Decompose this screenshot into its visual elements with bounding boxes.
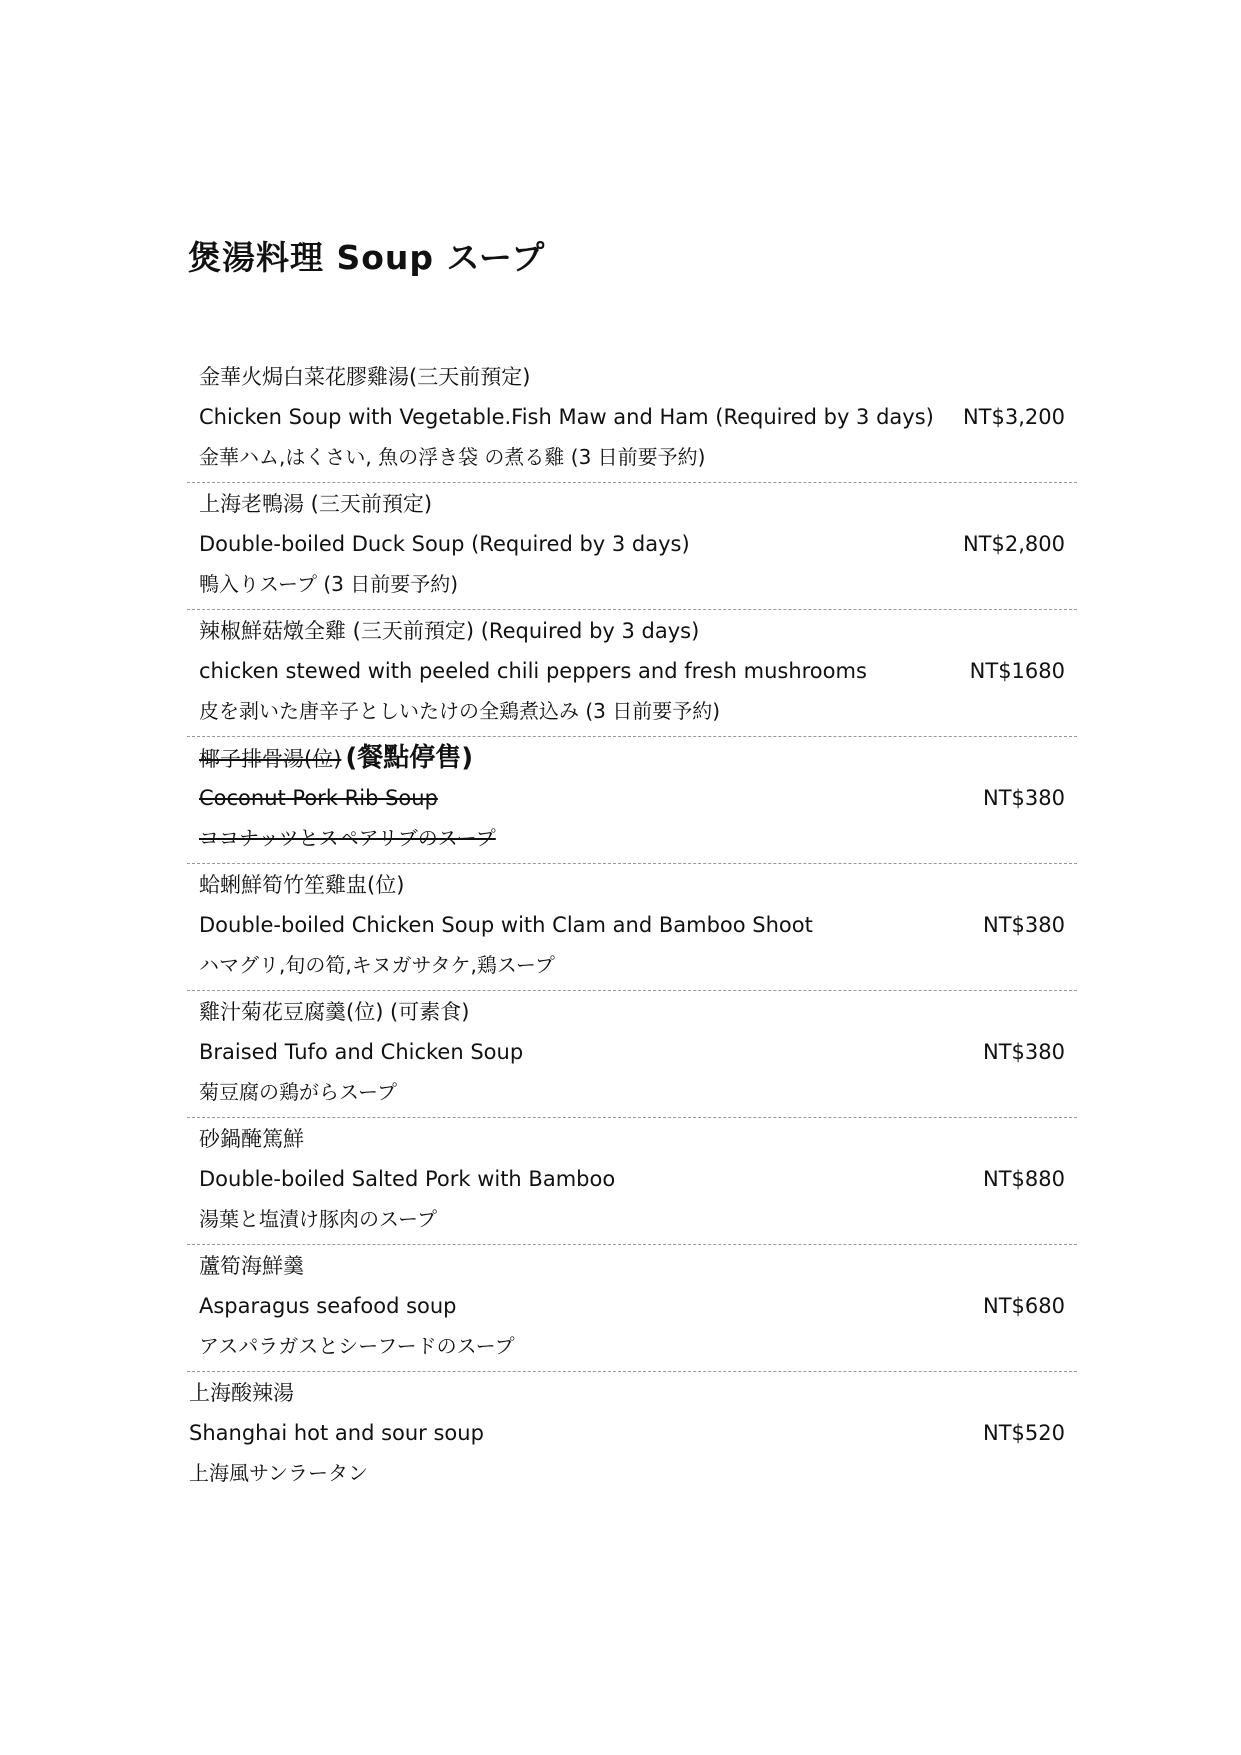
item-name-zh: 上海酸辣湯 bbox=[189, 1381, 294, 1405]
item-price: NT$380 bbox=[983, 913, 1065, 937]
menu-item bbox=[187, 483, 1077, 610]
item-name-en: Braised Tufo and Chicken Soup bbox=[199, 1040, 524, 1064]
menu-item bbox=[187, 356, 1077, 483]
item-name-zh: 蛤蜊鮮筍竹笙雞盅(位) bbox=[199, 873, 405, 897]
item-name-en: Double-boiled Salted Pork with Bamboo bbox=[199, 1167, 616, 1191]
item-name-ja: 皮を剥いた唐辛子としいたけの全鶏煮込み (3 日前要予約) bbox=[199, 699, 721, 723]
menu-item-discontinued bbox=[187, 737, 1077, 864]
item-name-ja: 金華ハム,はくさい, 魚の浮き袋 の煮る雞 (3 日前要予約) bbox=[199, 445, 706, 469]
item-name-en: Shanghai hot and sour soup bbox=[189, 1421, 484, 1445]
item-name-ja: ココナッツとスペアリブのスープ bbox=[199, 826, 496, 850]
item-name-zh-row bbox=[199, 743, 473, 774]
menu-item bbox=[187, 1118, 1077, 1245]
item-name-zh: 砂鍋醃篤鮮 bbox=[199, 1127, 304, 1151]
item-name-en: Double-boiled Duck Soup (Required by 3 days) bbox=[199, 532, 690, 556]
discontinued-notice: (餐點停售) bbox=[345, 743, 474, 773]
item-price: NT$520 bbox=[983, 1421, 1065, 1445]
page-title: 煲湯料理 Soup スープ bbox=[188, 238, 546, 277]
item-name-ja: 鴨入りスープ (3 日前要予約) bbox=[199, 572, 459, 596]
item-name-zh: 椰子排骨湯(位) bbox=[199, 747, 342, 771]
menu-item bbox=[187, 610, 1077, 737]
item-price: NT$880 bbox=[983, 1167, 1065, 1191]
item-name-zh: 蘆筍海鮮羹 bbox=[199, 1254, 304, 1278]
item-price: NT$1680 bbox=[969, 659, 1065, 683]
item-name-ja: 上海風サンラータン bbox=[189, 1461, 368, 1485]
item-name-zh: 金華火焗白菜花膠雞湯(三天前預定) bbox=[199, 365, 531, 389]
item-price: NT$380 bbox=[983, 786, 1065, 810]
item-name-en: Asparagus seafood soup bbox=[199, 1294, 457, 1318]
item-name-zh: 上海老鴨湯 (三天前預定) bbox=[199, 492, 433, 516]
item-price: NT$380 bbox=[983, 1040, 1065, 1064]
item-name-zh: 雞汁菊花豆腐羹(位) (可素食) bbox=[199, 1000, 470, 1024]
item-price: NT$2,800 bbox=[962, 532, 1065, 556]
menu-item bbox=[187, 1245, 1077, 1372]
item-name-ja: アスパラガスとシーフードのスープ bbox=[199, 1334, 515, 1358]
item-name-en: Coconut Pork Rib Soup bbox=[199, 786, 438, 810]
menu-item bbox=[187, 864, 1077, 991]
item-price: NT$3,200 bbox=[962, 405, 1065, 429]
soup-menu bbox=[187, 356, 1077, 1498]
item-name-en: chicken stewed with peeled chili peppers and fresh mushrooms bbox=[199, 659, 867, 683]
item-name-ja: 菊豆腐の鶏がらスープ bbox=[199, 1080, 397, 1104]
item-name-en: Double-boiled Chicken Soup with Clam and Bamboo Shoot bbox=[199, 913, 813, 937]
item-name-zh: 辣椒鮮菇燉全雞 (三天前預定) (Required by 3 days) bbox=[199, 619, 700, 643]
menu-item bbox=[187, 1372, 1077, 1498]
item-name-en: Chicken Soup with Vegetable.Fish Maw and Ham (Required by 3 days) bbox=[199, 405, 934, 429]
menu-item bbox=[187, 991, 1077, 1118]
item-name-ja: 湯葉と塩漬け豚肉のスープ bbox=[199, 1207, 437, 1231]
item-price: NT$680 bbox=[983, 1294, 1065, 1318]
item-name-ja: ハマグリ,旬の筍,キヌガサタケ,鶏スープ bbox=[199, 953, 555, 977]
